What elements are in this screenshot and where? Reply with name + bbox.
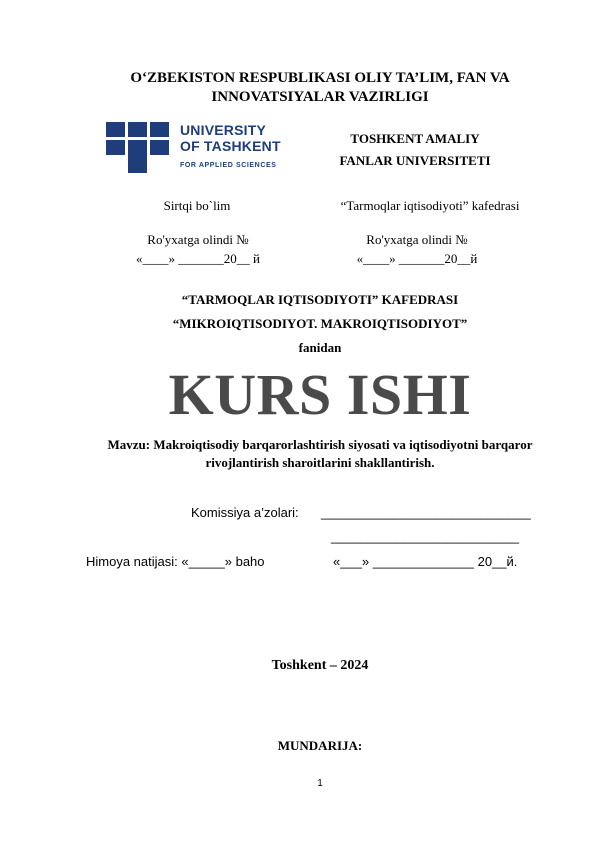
registration-block-left (100, 230, 296, 268)
logo-line-2: OF TASHKENT (180, 138, 281, 154)
university-name (320, 128, 510, 172)
course-fanidan: fanidan (298, 340, 342, 355)
logo-line-3: FOR APPLIED SCIENCES (180, 162, 277, 169)
course-heading (70, 288, 570, 360)
department-type: Sirtqi bo`lim (163, 198, 231, 213)
document-title: KURS ISHI (168, 362, 472, 427)
ministry-title: O‘ZBEKISTON RESPUBLIKASI OLIY TA’LIM, FAN VA INNOVATSIYALAR VAZIRLIGI (130, 70, 510, 105)
logo-square (128, 122, 147, 137)
topic-line-2: rivojlantirish sharoitlarini shakllantirish. (205, 455, 435, 470)
logo-square (128, 140, 147, 173)
university-name-line-2: FANLAR UNIVERSITETI (339, 153, 491, 168)
university-logo (104, 122, 281, 174)
logo-square (150, 122, 169, 137)
contents-heading: MUNDARIJA: (277, 738, 363, 753)
registration-date: «____» _______20__ й (136, 251, 260, 266)
course-subject: “MIKROIQTISODIYOT. MAKROIQTISODIYOT” (172, 316, 468, 331)
logo-line-1: UNIVERSITY (180, 122, 267, 138)
page-number: 1 (317, 778, 323, 789)
course-department: “TARMOQLAR IQTISODIYOTI” KAFEDRASI (181, 292, 459, 307)
registration-date: «____» _______20__й (356, 251, 478, 266)
defense-result: Himoya natijasi: «_____» baho (86, 554, 265, 569)
commission-signature-line-2: __________________________ (331, 529, 519, 544)
logo-square (150, 140, 169, 155)
logo-square (106, 122, 125, 137)
registration-label: Ro'yxatga olindi № (366, 232, 468, 247)
topic (80, 436, 560, 472)
university-name-line-1: TOSHKENT AMALIY (350, 131, 480, 146)
defense-date: «___» ______________ 20__й. (333, 554, 518, 569)
registration-block-right (332, 230, 502, 268)
commission-label: Komissiya a’zolari: (191, 505, 299, 520)
commission-signature-line-1: _____________________________ (321, 505, 531, 520)
registration-label: Ro'yxatga olindi № (147, 232, 249, 247)
logo-square (106, 140, 125, 155)
kafedra-name: “Tarmoqlar iqtisodiyoti” kafedrasi (340, 198, 520, 213)
topic-line-1: Mavzu: Makroiqtisodiy barqarorlashtirish siyosati va iqtisodiyotni barqaror (107, 437, 533, 452)
city-year: Toshkent – 2024 (271, 658, 369, 673)
